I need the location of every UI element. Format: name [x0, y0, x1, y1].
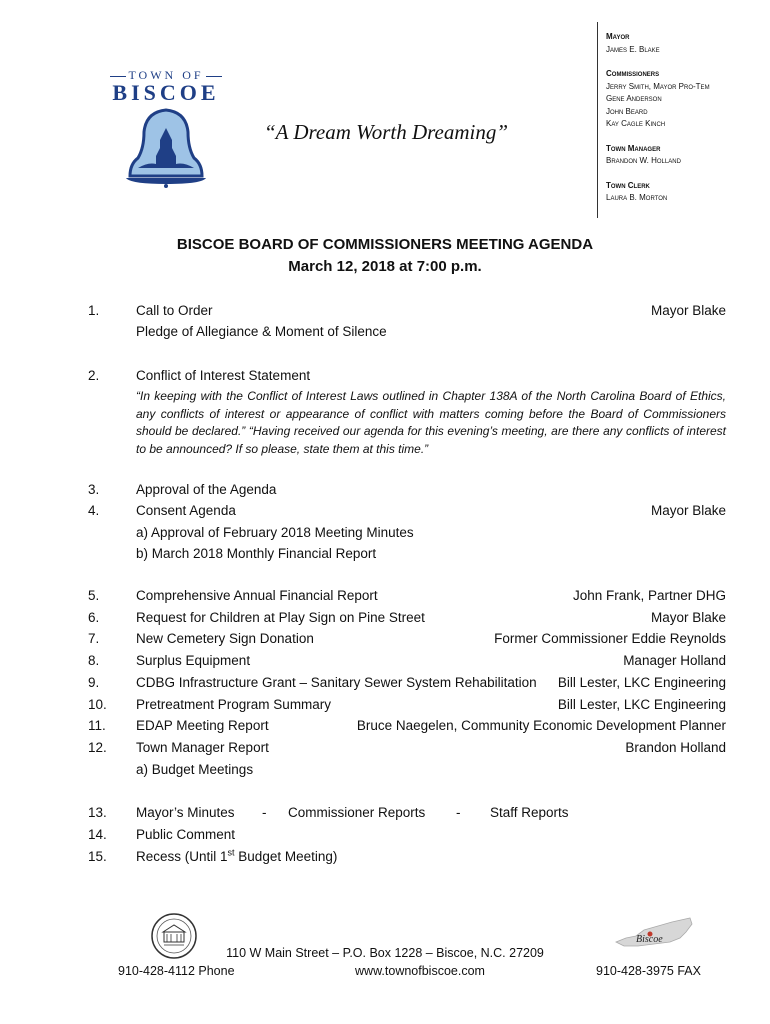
agenda-item-12a [88, 760, 726, 780]
official-name: James E. Blake [606, 44, 660, 54]
agenda-item-11 [88, 716, 726, 736]
item-presenter: Manager Holland [623, 653, 726, 668]
item-subitem: b) March 2018 Monthly Financial Report [136, 546, 377, 561]
item-title: Town Manager Report [136, 740, 269, 755]
item-number: 13. [88, 805, 107, 820]
item-number: 12. [88, 740, 107, 755]
item-number: 10. [88, 697, 107, 712]
rule-decoration [110, 76, 126, 77]
item-number: 9. [88, 675, 100, 690]
agenda-item-4b [88, 544, 726, 564]
item-number: 15. [88, 849, 107, 864]
official-name: Laura B. Morton [606, 193, 668, 202]
agenda-item-1-sub [88, 322, 726, 342]
officials-commissioners [606, 68, 766, 131]
item-presenter: Former Commissioner Eddie Reynolds [494, 631, 726, 646]
agenda-date: March 12, 2018 at 7:00 p.m. [288, 258, 482, 275]
item-title: Surplus Equipment [136, 653, 251, 668]
agenda-item-4a [88, 523, 726, 543]
item-title: CDBG Infrastructure Grant – Sanitary Sewer System Rehabilitation [136, 675, 537, 690]
item-title: New Cemetery Sign Donation [136, 631, 314, 646]
map-label: Biscoe [636, 934, 663, 945]
agenda-item-4 [88, 501, 726, 521]
agenda-item-8 [88, 651, 726, 671]
official-role: Town Manager [606, 143, 661, 153]
officials-mayor [606, 31, 766, 56]
footer-fax: 910-428-3975 FAX [596, 964, 701, 978]
agenda-item-5 [88, 586, 726, 606]
header-divider [597, 22, 598, 218]
item-title: Conflict of Interest Statement [136, 368, 311, 383]
item-number: 2. [88, 368, 100, 383]
agenda-item-14 [88, 825, 726, 845]
item-separator: - [456, 805, 461, 820]
item-presenter: Mayor Blake [650, 503, 726, 518]
agenda-item-7 [88, 629, 726, 649]
official-role: Commissioners [606, 69, 660, 78]
official-name: Jerry Smith, Mayor Pro-Tem [606, 81, 710, 91]
item-title: Approval of the Agenda [136, 482, 277, 497]
footer-address: 110 W Main Street – P.O. Box 1228 – Biscoe, N.C. 27209 [226, 946, 544, 960]
agenda-title: BISCOE BOARD OF COMMISSIONERS MEETING AGENDA [176, 236, 594, 253]
official-name: Brandon W. Holland [606, 156, 681, 165]
item-title-b: Commissioner Reports [288, 805, 426, 820]
agenda-item-9 [88, 673, 726, 693]
item-number: 8. [88, 653, 100, 668]
item-number: 4. [88, 503, 100, 518]
footer-website[interactable]: www.townofbiscoe.com [355, 964, 485, 978]
item-number: 5. [88, 588, 100, 603]
item-presenter: Mayor Blake [650, 610, 726, 625]
agenda-item-2 [88, 366, 726, 386]
officials-town-clerk [606, 180, 766, 205]
official-name: Kay Cagle Kinch [606, 119, 666, 128]
item-title-pre: Recess (Until 1 [136, 849, 228, 864]
item-presenter: John Frank, Partner DHG [572, 588, 726, 603]
item-title [136, 847, 337, 867]
officials-town-manager [606, 143, 766, 168]
item-title-post: Budget Meeting) [234, 849, 338, 864]
item-title: EDAP Meeting Report [136, 718, 269, 733]
item-title-c: Staff Reports [490, 805, 569, 820]
official-name: John Beard [606, 106, 648, 116]
agenda-item-10 [88, 695, 726, 715]
item-presenter: Bruce Naegelen, Community Economic Development Planner [356, 718, 726, 733]
footer-phone: 910-428-4112 Phone [118, 964, 235, 978]
item-presenter: Bill Lester, LKC Engineering [557, 675, 726, 690]
logo-town-of-text: TOWN OF [128, 68, 204, 82]
item-title: Pretreatment Program Summary [136, 697, 332, 712]
conflict-statement: “In keeping with the Conflict of Interest Laws outlined in Chapter 138A of the North Carolina Board of Ethics, any conflicts of interest or appearance of conflict with matters coming before the Board of Commissioners should be declared.” “Having received our agenda for this evening’s meeting, are there any conflicts of interest to be announced? If so please, state them at this time.” [136, 389, 726, 456]
item-title: Call to Order [136, 303, 213, 318]
item-number: 14. [88, 827, 107, 842]
agenda-item-1 [88, 301, 726, 321]
item-separator: - [262, 805, 267, 820]
item-title: Comprehensive Annual Financial Report [136, 588, 378, 603]
item-number: 1. [88, 303, 100, 318]
agenda-item-13 [88, 803, 726, 823]
agenda-item-15 [88, 847, 726, 867]
official-name: Gene Anderson [606, 94, 662, 103]
agenda-item-6 [88, 608, 726, 628]
item-presenter: Bill Lester, LKC Engineering [557, 697, 726, 712]
item-subtitle: Pledge of Allegiance & Moment of Silence [136, 324, 387, 339]
officials-list [606, 31, 766, 217]
item-title: Consent Agenda [136, 503, 236, 518]
rule-decoration [206, 76, 222, 77]
item-presenter: Mayor Blake [650, 303, 726, 318]
official-role: Mayor [606, 32, 630, 41]
agenda-item-3 [88, 480, 726, 500]
item-number: 11. [88, 718, 106, 733]
agenda-item-12 [88, 738, 726, 758]
item-title: Request for Children at Play Sign on Pine Street [136, 610, 425, 625]
item-subitem: a) Approval of February 2018 Meeting Minutes [136, 525, 414, 540]
bell-logo-icon [116, 104, 216, 188]
item-subitem: a) Budget Meetings [136, 762, 254, 777]
logo-town-name: BISCOE [112, 80, 220, 105]
town-motto: “A Dream Worth Dreaming” [264, 120, 509, 144]
item-number: 3. [88, 482, 100, 497]
item-title: Mayor’s Minutes [136, 805, 235, 820]
item-title-sup: st [227, 847, 235, 858]
official-role: Town Clerk [606, 180, 650, 190]
item-number: 6. [88, 610, 100, 625]
item-presenter: Brandon Holland [625, 740, 726, 755]
item-number: 7. [88, 631, 100, 646]
item-title: Public Comment [136, 827, 236, 842]
